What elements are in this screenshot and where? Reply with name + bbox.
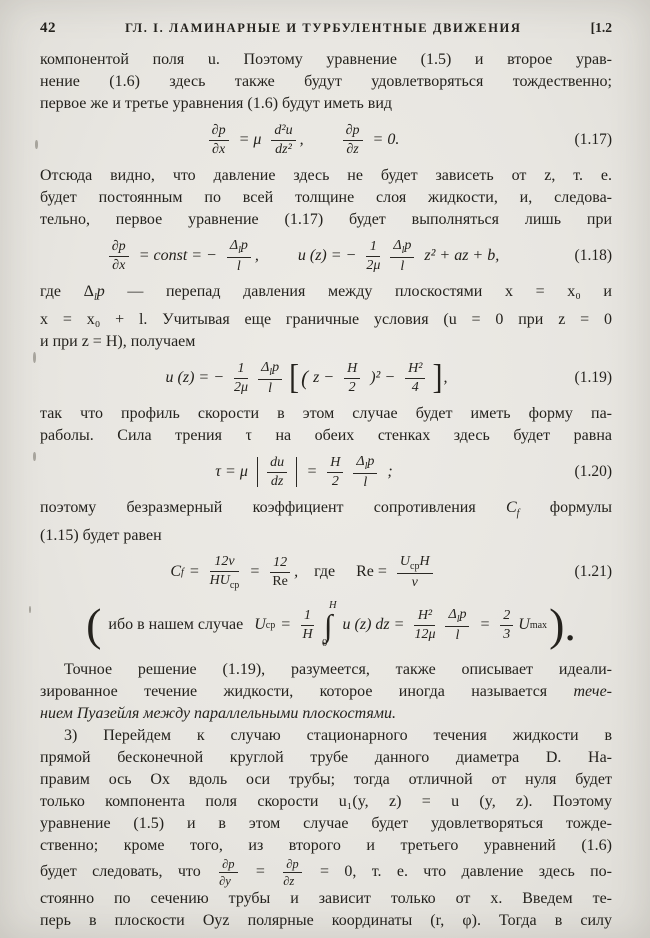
text-line: прямой бесконечной круглой трубе данного диаметра D. На- [40, 749, 612, 767]
text-line: и при z = H), получаем [40, 333, 196, 351]
equation-number: (1.19) [574, 369, 612, 387]
paragraph-1 [40, 49, 612, 115]
scan-artifact [33, 352, 36, 363]
fraction: $\frac{1}{2\mu}$ [234, 361, 249, 395]
equation-number: (1.20) [574, 463, 612, 481]
text-line: стоянно по сечению трубы и зависит только от x. Введем те- [40, 890, 612, 908]
equation-1-18: $\frac{\partial p}{\partial x}$ = const = − $\Delta_lp$ l , u (z) = − $\frac{1}{2\mu}$ $\Delta_lp$ l z² + az + b, (1.18) [40, 237, 612, 275]
section-ref: [1.2 [590, 20, 612, 35]
scan-artifact [29, 606, 31, 613]
fraction: $U_{ср}H$ ν [397, 554, 433, 591]
fraction: 12ν $HU_{ср}$ [209, 554, 240, 591]
paragraph-4 [40, 403, 612, 447]
text-line: так что профиль скорости в этом случае будет иметь форму па- [40, 405, 612, 423]
text-line: компонентой поля u. Поэтому уравнение (1.5) и второе урав- [40, 51, 612, 68]
fraction: du dz [267, 455, 287, 489]
equation-number: (1.18) [574, 247, 612, 264]
paragraph-5 [40, 497, 612, 547]
text-line: будет следовать, что $\frac{\partial p}{\partial y}$ = $\frac{\partial p}{\partial z}$ = 0, т. е. что давление здесь по- [40, 857, 612, 889]
scan-artifact [33, 452, 36, 461]
text-line: нение (1.6) здесь также будут удовлетворяться тождественно; [40, 73, 612, 90]
text-line: тельно, первое уравнение (1.17) будет выполняться лишь при [40, 211, 612, 228]
paragraph-7 [40, 725, 612, 932]
integral: H ∫ 0 [322, 600, 337, 650]
abs-bar [296, 457, 297, 487]
text-line: (1.15) будет равен [40, 527, 162, 545]
fraction: $\frac{\partial p}{\partial y}$ [219, 857, 237, 888]
text-line: перь в плоскости Oyz полярные координаты (r, φ). Тогда в силу [40, 912, 612, 930]
fraction: $\Delta_lp$ l [445, 607, 469, 644]
text-line: уравнение (1.5) и в этом случае будет удовлетворяться тожде- [40, 815, 612, 833]
fraction: $\frac{H}{2}$ [327, 455, 343, 489]
equation-1-17: $\frac{\partial p}{\partial x}$ = μ d²u dz² , $\frac{\partial p}{\partial z}$ = 0. (1.17) [40, 121, 612, 159]
fraction: $\frac{12}{Re}$ [270, 555, 290, 589]
text-line: первое же и третье уравнения (1.6) будут иметь вид [40, 95, 393, 112]
text-line: будет постоянным по всей толщине слоя жидкости, и, следова- [40, 189, 612, 206]
equation-number: (1.21) [574, 563, 612, 581]
abs-bar [257, 457, 258, 487]
text-line: зированное течение жидкости, которое иногда называется тече- [40, 683, 612, 701]
fraction: $\frac{\partial p}{\partial z}$ [343, 123, 363, 157]
running-title: ГЛ. I. ЛАМИНАРНЫЕ И ТУРБУЛЕНТНЫЕ ДВИЖЕНИЯ [125, 21, 522, 35]
fraction: $\Delta_lp$ l [390, 238, 414, 275]
equation-1-19: u (z) = − $\frac{1}{2\mu}$ $\Delta_lp$ l [ ( z − $\frac{H}{2}$ )² − $\frac{\text{H²}}{4}$ ] , (1.19) [165, 358, 612, 397]
fraction: $\frac{\text{H²}}{12\mu}$ [414, 608, 436, 642]
text-line: поэтому безразмерный коэффициент сопротивления $C_f$ формулы [40, 499, 613, 520]
fraction: $\frac{\text{H²}}{4}$ [405, 361, 425, 395]
scan-artifact [35, 140, 38, 149]
text-line: только компонента поля скорости u₁(y, z) = u (y, z). Поэтому [40, 793, 612, 811]
text-line: где $\Delta_lp$ — перепад давления между плоскостями x = x₀ и [40, 283, 612, 304]
fraction: $\frac{H}{2}$ [344, 361, 360, 395]
equation-1-21: C f = 12ν $HU_{ср}$ = $\frac{12}{Re}$ , где Re = $U_{ср}H$ ν (1.21) [170, 554, 612, 591]
fraction: $\Delta_lp$ l [227, 238, 251, 275]
fraction: $\frac{\partial p}{\partial z}$ [283, 857, 301, 888]
text-line: правим ось Ox вдоль оси трубы; тогда отличной от нуля будет [40, 771, 612, 789]
page-number: 42 [40, 20, 56, 36]
fraction: d²u dz² [271, 123, 295, 157]
text-line: раболы. Сила трения τ на обеих стенках здесь будет равна [40, 427, 612, 445]
text-line: 3) Перейдем к случаю стационарного течения жидкости в [64, 727, 612, 745]
fraction: $\frac{1}{H}$ [302, 608, 313, 642]
text-line: Отсюда видно, что давление здесь не будет зависеть от z, т. е. [40, 167, 612, 184]
page-header [40, 20, 612, 37]
text-line: нием Пуазейля между параллельными плоскостями. [40, 705, 396, 723]
fraction: $\Delta_lp$ l [258, 360, 282, 397]
fraction: $\frac{2}{3}$ [500, 608, 513, 642]
fraction: $\frac{\partial p}{\partial x}$ [109, 239, 129, 273]
paragraph-3 [40, 281, 612, 353]
paragraph-2 [40, 165, 612, 231]
paragraph-6 [40, 659, 612, 725]
fraction: $\frac{\partial p}{\partial x}$ [209, 123, 229, 157]
equation-mean-velocity: ( ибо в нашем случае U ср = $\frac{1}{H}$ H ∫ 0 u (z) dz = $\frac{\text{H²}}{12\mu}$ $\Delta_lp$ l = $\frac{2}{3}$ U max ). [86, 599, 576, 651]
text-line: x = x₀ + l. Учитывая еще граничные условия (u = 0 при z = 0 [40, 311, 612, 329]
fraction: $\frac{1}{2\mu}$ [366, 238, 381, 273]
fraction: $\Delta_lp$ l [353, 454, 377, 491]
text-line: ственно; кроме того, из второго и третьего уравнений (1.6) [40, 837, 612, 855]
equation-number: (1.17) [574, 131, 612, 148]
text-line: Точное решение (1.19), разумеется, также описывает идеали- [64, 661, 612, 679]
equation-1-20: τ = μ du dz = $\frac{H}{2}$ $\Delta_lp$ l ; (1.20) [215, 453, 612, 490]
